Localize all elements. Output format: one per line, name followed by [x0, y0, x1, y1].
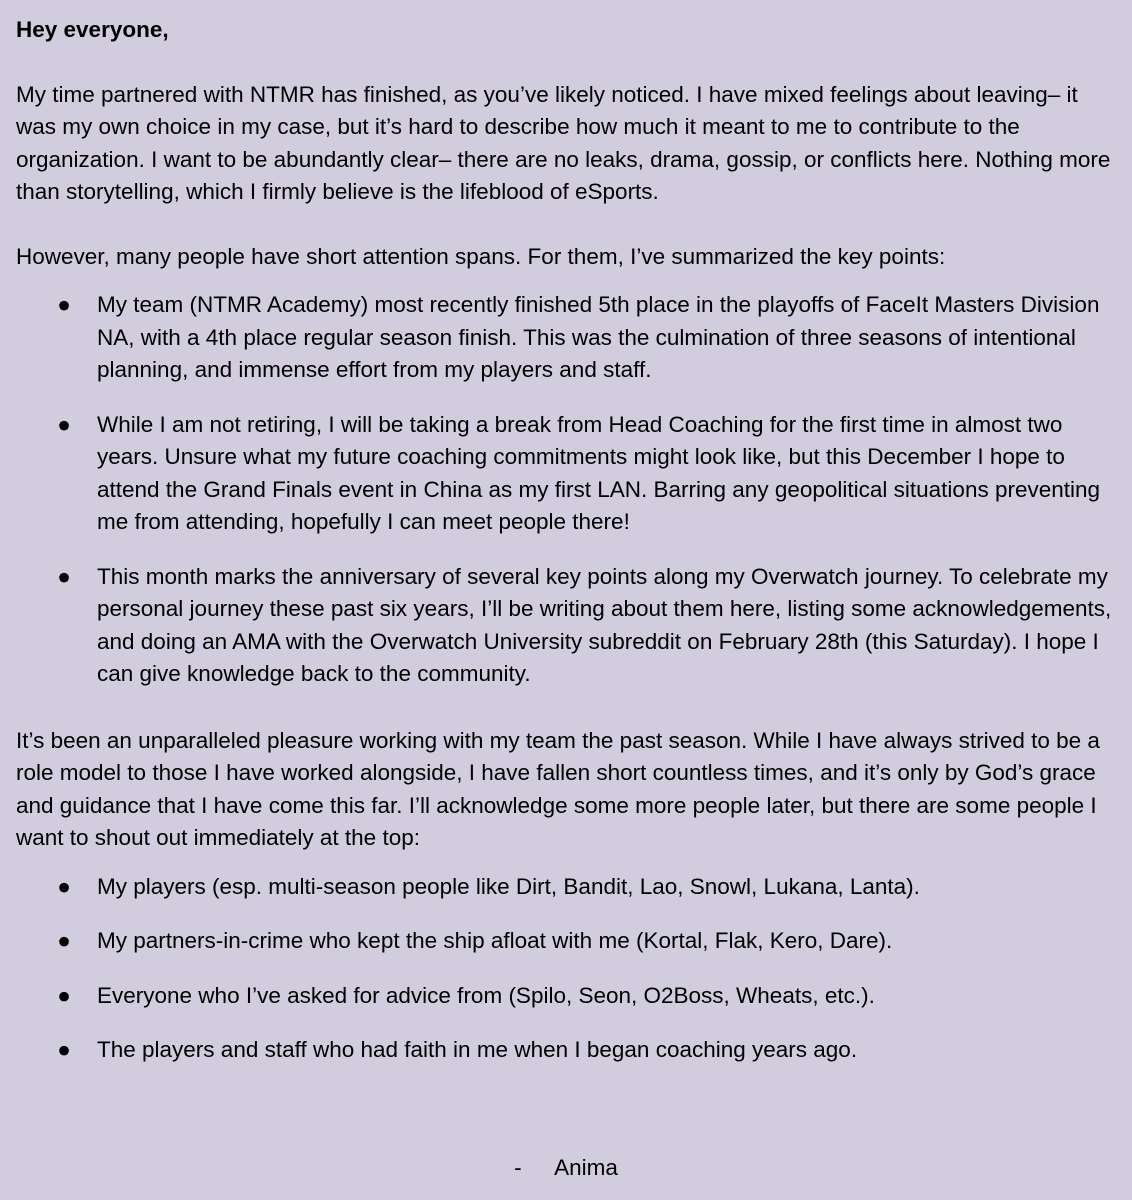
bullet-icon: ●: [57, 292, 71, 317]
shoutouts-list: [16, 871, 1116, 1067]
list-item: [16, 409, 1116, 539]
bullet-icon: ●: [57, 982, 71, 1008]
signature: [0, 1152, 1132, 1185]
shoutout-text: Everyone who I’ve asked for advice from (Spilo, Seon, O2Boss, Wheats, etc.).: [97, 982, 875, 1008]
signature-name: Anima: [554, 1155, 618, 1180]
list-item: [16, 561, 1116, 691]
shoutout-text: My players (esp. multi-season people like Dirt, Bandit, Lao, Snowl, Lukana, Lanta).: [97, 873, 920, 899]
greeting: Hey everyone,: [16, 17, 169, 42]
bullet-icon: ●: [57, 563, 71, 589]
bullet-icon: ●: [57, 1037, 71, 1062]
key-points-list: [16, 289, 1116, 691]
closing-paragraph: It’s been an unparalleled pleasure working with my team the past season. While I have always strived to be a role model to those I have worked alongside, I have fallen short countless times, and it’s only by God’s grace and guidance that I have come this far. I’ll acknowledge some more people later, but there are some people I want to shout out immediately at the top:: [16, 727, 1100, 850]
key-point-text: While I am not retiring, I will be taking a break from Head Coaching for the first time in almost two years. Unsure what my future coaching commitments might look like, but this December I hope to attend the Grand Finals event in China as my first LAN. Barring any geopolitical situations preventing me from attending, hopefully I can meet people there!: [97, 411, 1101, 534]
list-item: [16, 925, 1116, 958]
key-point-text: This month marks the anniversary of several key points along my Overwatch journey. To celebrate my personal journey these past six years, I’ll be writing about them here, listing some acknowledgements, and doing an AMA with the Overwatch University subreddit on February 28th (this Saturday). I hope I can give knowledge back to the community.: [97, 563, 1112, 686]
list-item: [16, 980, 1116, 1013]
shoutout-text: My partners-in-crime who kept the ship afloat with me (Kortal, Flak, Kero, Dare).: [97, 928, 893, 953]
shoutout-text: The players and staff who had faith in me when I began coaching years ago.: [97, 1037, 858, 1062]
bullet-icon: ●: [57, 928, 71, 953]
intro-paragraph: My time partnered with NTMR has finished, as you’ve likely noticed. I have mixed feelings about leaving– it was my own choice in my case, but it’s hard to describe how much it meant to me to contribute to the organization. I want to be abundantly clear– there are no leaks, drama, gossip, or conflicts here. Nothing more than storytelling, which I firmly believe is the lifeblood of eSports.: [16, 81, 1111, 204]
list-item: [16, 871, 1116, 904]
list-item: [16, 289, 1116, 387]
bullet-icon: ●: [57, 873, 71, 899]
bullet-icon: ●: [57, 411, 71, 437]
key-point-text: My team (NTMR Academy) most recently finished 5th place in the playoffs of FaceIt Masters Division NA, with a 4th place regular season finish. This was the culmination of three seasons of intentional planning, and immense effort from my players and staff.: [97, 292, 1100, 382]
summary-lead: However, many people have short attention spans. For them, I’ve summarized the key points:: [16, 243, 946, 269]
list-item: [16, 1034, 1116, 1067]
signature-dash: -: [514, 1155, 522, 1180]
